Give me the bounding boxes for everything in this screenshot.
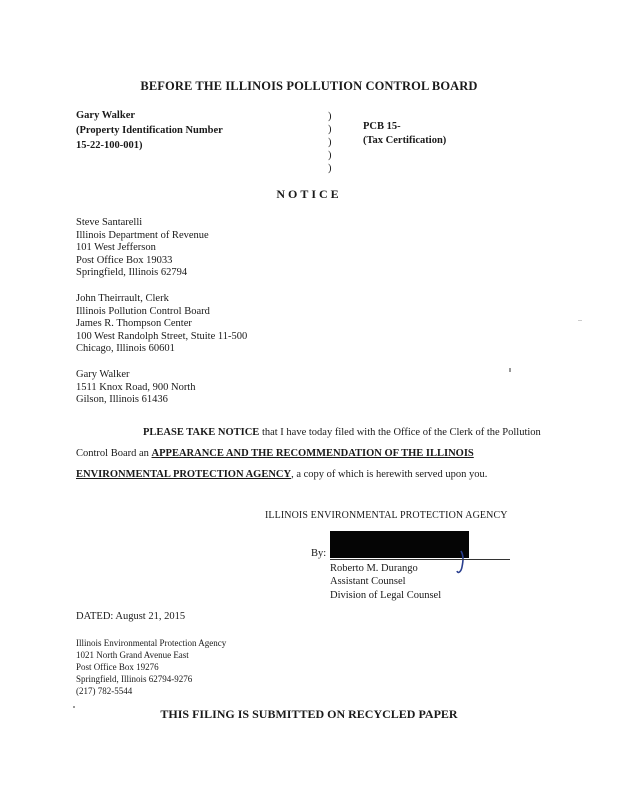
redacted-signature [330,531,469,558]
paren: ) [328,124,332,135]
notice-text-end: , a copy of which is herewith served upon you. [291,469,488,480]
recipient-address [76,293,247,356]
signer-block [330,562,441,602]
address-line: Steve Santarelli [76,217,143,228]
address-line: 101 West Jefferson [76,242,156,254]
scan-speck [73,706,75,708]
address-line: 1511 Knox Road, 900 North [76,381,196,393]
address-line: Illinois Department of Revenue [76,229,209,241]
signature-line [330,559,510,560]
caption-party-line: 15-22-100-001) [76,140,143,151]
case-type-line: (Tax Certification) [363,135,447,146]
recipient-address [76,217,209,280]
return-address [76,637,226,697]
address-line: Gilson, Illinois 61436 [76,394,168,406]
address-line: Springfield, Illinois 62794 [76,267,188,279]
address-line: John Theirrault, Clerk [76,293,169,304]
recipient-address [76,369,195,407]
notice-body [76,422,546,485]
return-address-line: Post Office Box 19276 [76,662,159,672]
notice-text: that I have today filed with the Office of the Clerk of the Pollution Control Board an [76,427,541,459]
scan-speck [509,368,511,372]
notice-heading: NOTICE [276,187,342,201]
notice-lead: PLEASE TAKE NOTICE [143,427,260,438]
caption-parentheses [328,110,332,175]
caption-party [76,108,223,153]
document-title: BEFORE THE ILLINOIS POLLUTION CONTROL BOARD [140,79,478,93]
address-line: James R. Thompson Center [76,318,192,330]
signer-division: Division of Legal Counsel [330,589,442,601]
address-line: Post Office Box 19033 [76,254,173,266]
paren: ) [328,137,332,148]
signer-title: Assistant Counsel [330,576,406,588]
filed-documents: APPEARANCE AND THE RECOMMENDATION OF THE ILLINOIS ENVIRONMENTAL PROTECTION AGENCY [76,448,474,480]
signer-name: Roberto M. Durango [330,563,418,574]
agency-name: ILLINOIS ENVIRONMENTAL PROTECTION AGENCY [265,510,508,521]
scan-speck [578,320,582,321]
by-label: By: [311,548,327,559]
return-address-line: Illinois Environmental Protection Agency [76,638,227,648]
case-number [363,120,446,148]
case-number-line: PCB 15- [363,121,401,132]
recycled-paper-footer: THIS FILING IS SUBMITTED ON RECYCLED PAPER [160,707,458,721]
paren: ) [328,111,332,122]
address-line: Chicago, Illinois 60601 [76,343,175,355]
signature-stroke [455,550,469,581]
caption-party-line: (Property Identification Number [76,125,223,136]
address-line: 100 West Randolph Street, Stuite 11-500 [76,330,248,342]
dated-line: DATED: August 21, 2015 [76,611,186,622]
address-line: Gary Walker [76,369,130,380]
return-address-line: 1021 North Grand Avenue East [76,650,189,660]
signature-flourish [455,550,469,576]
address-line: Illinois Pollution Control Board [76,305,210,317]
paren: ) [328,150,332,161]
paren: ) [328,163,332,174]
return-address-line: Springfield, Illinois 62794-9276 [76,674,193,684]
return-address-line: (217) 782-5544 [76,686,133,696]
caption-party-line: Gary Walker [76,110,136,121]
